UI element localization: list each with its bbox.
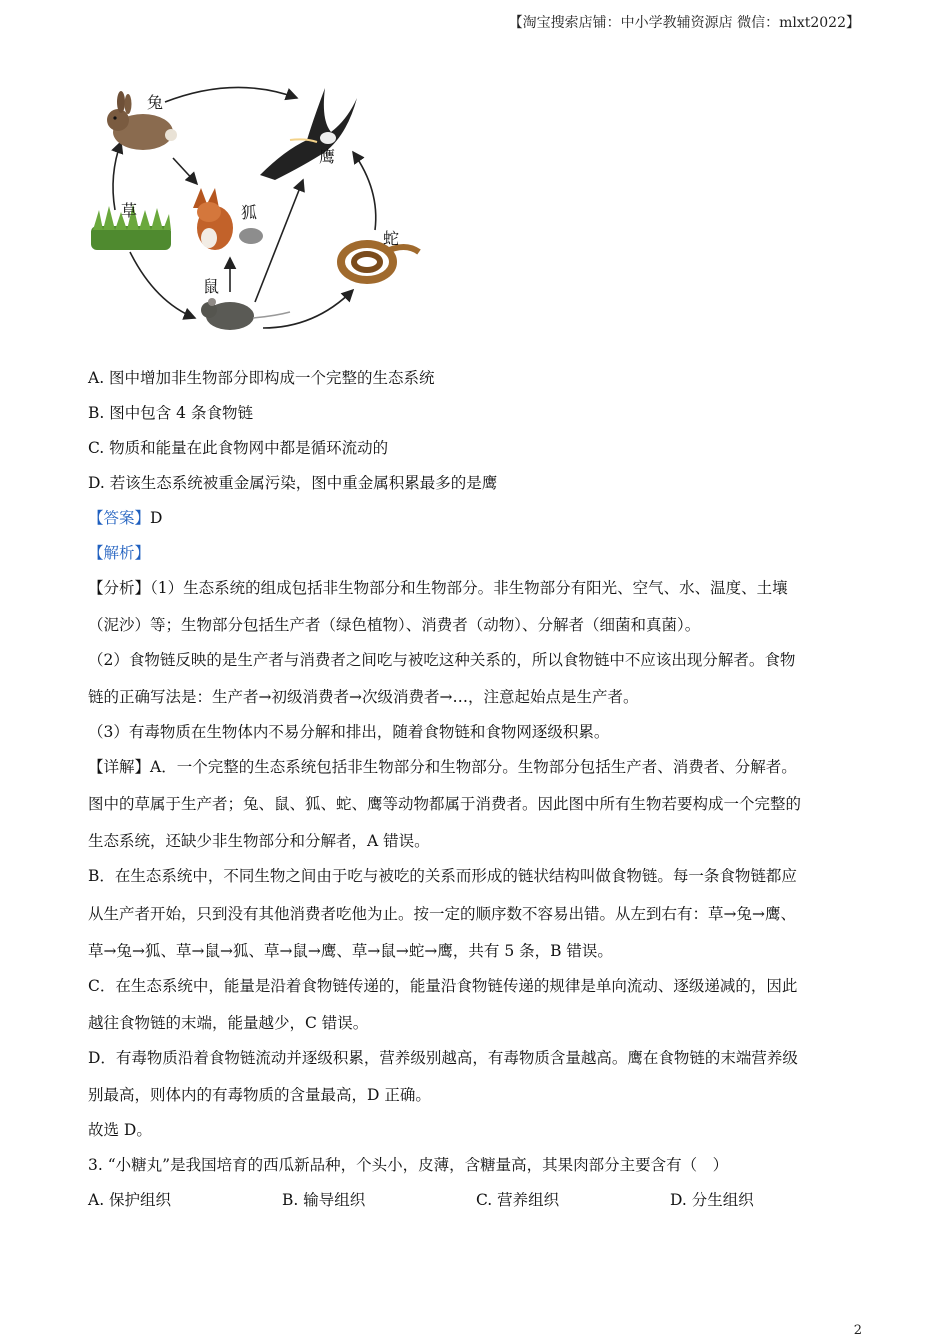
label-mouse: 鼠 <box>203 277 220 296</box>
label-snake: 蛇 <box>383 229 400 248</box>
label-fox: 狐 <box>241 203 258 222</box>
arrow-grass-rabbit <box>113 142 121 210</box>
page-number: 2 <box>853 1323 862 1338</box>
analysis-line-1: 【分析】（1）生态系统的组成包括非生物部分和生物部分。非生物部分有阳光、空气、水、温度、土壤 <box>88 579 788 597</box>
option-c: C. 物质和能量在此食物网中都是循环流动的 <box>88 439 389 457</box>
eagle-icon <box>260 88 357 180</box>
label-grass: 草 <box>121 201 138 220</box>
arrow-mouse-snake <box>263 290 353 328</box>
detail-tag: 【详解】 <box>88 758 151 776</box>
arrow-grass-mouse <box>130 252 195 318</box>
arrow-mouse-eagle <box>255 180 303 302</box>
option-a: A. 图中增加非生物部分即构成一个完整的生态系统 <box>88 369 435 387</box>
arrow-rabbit-eagle <box>165 87 297 102</box>
analysis-line-5: （3）有毒物质在生物体内不易分解和排出，随着食物链和食物网逐级积累。 <box>88 723 610 741</box>
answer-line <box>88 506 162 528</box>
page-header: 【淘宝搜索店铺：中小学教辅资源店 微信：mlxt2022】 <box>508 15 860 31</box>
detail-line-a3: 生态系统，还缺少非生物部分和分解者，A 错误。 <box>88 832 430 850</box>
answer-value: D <box>150 509 163 527</box>
detail-line-c2: 越往食物链的末端，能量越少，C 错误。 <box>88 1014 369 1032</box>
rabbit-icon <box>107 91 177 150</box>
q3-option-a: A. 保护组织 <box>88 1191 172 1209</box>
arrow-rabbit-fox <box>173 158 197 184</box>
option-b: B. 图中包含 4 条食物链 <box>88 404 253 422</box>
answer-tag: 【答案】 <box>88 509 151 527</box>
mouse-icon <box>201 298 290 330</box>
analysis-line-4: 链的正确写法是：生产者→初级消费者→次级消费者→…，注意起始点是生产者。 <box>88 688 639 706</box>
snake-icon <box>341 244 419 280</box>
detail-line-a2: 图中的草属于生产者；兔、鼠、狐、蛇、鹰等动物都属于消费者。因此图中所有生物若要构成一个完整的 <box>88 795 802 813</box>
detail-line-d1: D．有毒物质沿着食物链流动并逐级积累，营养级别越高，有毒物质含量越高。鹰在食物链的末端营养级 <box>88 1049 798 1067</box>
detail-line-b1: B．在生态系统中，不同生物之间由于吃与被吃的关系而形成的链状结构叫做食物链。每一条食物链都应 <box>88 867 797 885</box>
analysis-line-2: （泥沙）等；生物部分包括生产者（绿色植物）、消费者（动物）、分解者（细菌和真菌）。 <box>88 616 701 634</box>
label-eagle: 鹰 <box>319 147 336 166</box>
question-3-stem: 3. “小糖丸”是我国培育的西瓜新品种，个头小，皮薄，含糖量高，其果肉部分主要含有（ ） <box>88 1156 729 1174</box>
explain-tag: 【解析】 <box>88 544 151 562</box>
arrow-snake-eagle <box>353 152 376 230</box>
label-rabbit: 兔 <box>147 93 164 112</box>
detail-line-b2: 从生产者开始，只到没有其他消费者吃他为止。按一定的顺序数不容易出错。从左到右有：草→兔→鹰、 <box>88 905 796 923</box>
detail-choose: 故选 D。 <box>88 1121 152 1139</box>
q3-option-b: B. 输导组织 <box>282 1191 366 1209</box>
detail-line-b3: 草→兔→狐、草→鼠→狐、草→鼠→鹰、草→鼠→蛇→鹰，共有 5 条，B 错误。 <box>88 942 613 960</box>
q3-option-c: C. 营养组织 <box>476 1191 560 1209</box>
detail-line-d2: 别最高，则体内的有毒物质的含量最高，D 正确。 <box>88 1086 431 1104</box>
detail-line-a1: 【详解】A．一个完整的生态系统包括非生物部分和生物部分。生物部分包括生产者、消费者、分解者。 <box>88 758 797 776</box>
detail-line-c1: C．在生态系统中，能量是沿着食物链传递的，能量沿食物链传递的规律是单向流动、逐级递减的，因此 <box>88 977 798 995</box>
analysis-line-3: （2）食物链反映的是生产者与消费者之间吃与被吃这种关系的，所以食物链中不应该出现分解者。食物 <box>88 651 796 669</box>
option-d: D. 若该生态系统被重金属污染，图中重金属积累最多的是鹰 <box>88 474 498 492</box>
q3-option-d: D. 分生组织 <box>670 1191 754 1209</box>
analysis-tag: 【分析】 <box>88 579 151 597</box>
food-web-diagram <box>85 80 435 340</box>
